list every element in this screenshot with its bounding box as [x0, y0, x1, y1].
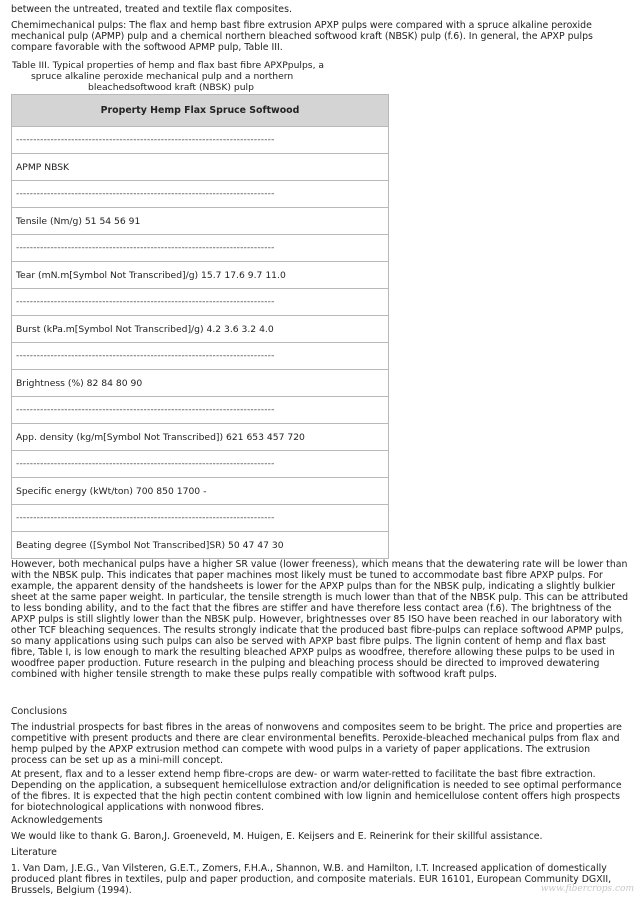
conclusions-heading: Conclusions: [11, 706, 67, 717]
acknowledgements-paragraph: We would like to thank G. Baron,J. Groeneveld, M. Huigen, E. Keijsers and E. Reinerink for their skillful assistance.: [11, 831, 543, 842]
dash-row: ---------------------------------------------------------------------------: [12, 235, 389, 262]
caption-line-3: bleachedsoftwood kraft (NBSK) pulp: [88, 82, 254, 93]
discussion-paragraph: However, both mechanical pulps have a higher SR value (lower freeness), which means that the dewatering rate will be lower than with the NBSK pulp. This indicates that paper machines most likely must be tuned to accommodate bast fibre APXP pulps. For example, the apparent density of the handsheets is lower for the APXP pulps than for the NBSK pulp, indicating a slightly bulkier sheet at the same paper weight. In particular, the tensile strength is much lower than that of the NBSK pulp. This can be attributed to less bonding ability, and to the fact that the fibres are stiffer and have therefore less contact area (f.6). The brightness of the APXP pulps is still slightly lower than the NBSK pulp. However, brightnesses over 85 ISO have been reached in our laboratory with other TCF bleaching sequences. The results strongly indicate that the produced bast fibre-pulps can replace softwood APMP pulps, so many applications using such pulps can also be served with APXP bast fibre pulps. The lignin content of hemp and flax bast fibre, Table I, is low enough to mark the resulting bleached APXP pulps as woodfree, therefore allowing these pulps to be used in woodfree paper production. Future research in the pulping and bleaching process should be directed to improved dewatering combined with higher tensile strength to make these pulps really compatible with softwood kraft pulps.: [11, 559, 629, 680]
dash-row: ---------------------------------------------------------------------------: [12, 127, 389, 154]
table-row: Beating degree ([Symbol Not Transcribed]SR) 50 47 47 30: [12, 532, 389, 559]
caption-line-2: spruce alkaline peroxide mechanical pulp and a northern: [31, 71, 294, 82]
conclusions-paragraph-1: The industrial prospects for bast fibres in the areas of nonwovens and composites seem to be bright. The price and properties are competitive with present products and there are clear environmental benefits. Peroxide-bleached mechanical pulps from flax and hemp pulped by the APXP extrusion method can compete with wood pulps in a variety of paper applications. The extrusion process can be set up as a mini-mill concept.: [11, 722, 622, 766]
dash-row: ---------------------------------------------------------------------------: [12, 505, 389, 532]
intro-paragraph: Chemimechanical pulps: The flax and hemp bast fibre extrusion APXP pulps were compared with a spruce alkaline peroxide mechanical pulp (APMP) pulp and a chemical northern bleached softwood kraft (NBSK) pulp (f.6). In general, the APXP pulps compare favorable with the softwood APMP pulp, Table III.: [11, 20, 593, 53]
conclusions-paragraph-2: At present, flax and to a lesser extend hemp fibre-crops are dew- or warm water-retted to facilitate the bast fibre extraction. Depending on the application, a subsequent hemicellulose extraction and/or delignification is needed to see optimal performance of the fibres. It is expected that the high pectin content combined with low lignin and hemicellulose content offers high prospects for biotechnological applications with nonwood fibres.: [11, 769, 622, 813]
table-row: App. density (kg/m[Symbol Not Transcribed]) 621 653 457 720: [12, 424, 389, 451]
watermark: www.fibercrops.com: [540, 884, 634, 894]
dash-row: ---------------------------------------------------------------------------: [12, 181, 389, 208]
table-row: APMP NBSK: [12, 154, 389, 181]
literature-heading: Literature: [11, 847, 57, 858]
table-row: Tensile (Nm/g) 51 54 56 91: [12, 208, 389, 235]
dash-row: ---------------------------------------------------------------------------: [12, 289, 389, 316]
intro-line: between the untreated, treated and textile flax composites.: [11, 4, 292, 15]
dash-row: ---------------------------------------------------------------------------: [12, 343, 389, 370]
acknowledgements-heading: Acknowledgements: [11, 815, 103, 826]
table-caption: [11, 60, 324, 93]
table-header: Property Hemp Flax Spruce Softwood: [12, 95, 389, 127]
caption-line-1: Table III. Typical properties of hemp and flax bast fibre APXPpulps, a: [12, 60, 325, 71]
dash-row: ---------------------------------------------------------------------------: [12, 451, 389, 478]
table-row: Specific energy (kWt/ton) 700 850 1700 -: [12, 478, 389, 505]
table-row: Burst (kPa.m[Symbol Not Transcribed]/g) 4.2 3.6 3.2 4.0: [12, 316, 389, 343]
literature-reference-1: 1. Van Dam, J.E.G., Van Vilsteren, G.E.T., Zomers, F.H.A., Shannon, W.B. and Hamilton, I.T. Increased application of domestically produced plant fibres in textiles, pulp and paper production, and composite materials. EUR 16101, European Community DGXII, Brussels, Belgium (1994).: [11, 863, 612, 896]
table-row: Brightness (%) 82 84 80 90: [12, 370, 389, 397]
dash-row: ---------------------------------------------------------------------------: [12, 397, 389, 424]
properties-table: [11, 94, 389, 559]
table-row: Tear (mN.m[Symbol Not Transcribed]/g) 15.7 17.6 9.7 11.0: [12, 262, 389, 289]
